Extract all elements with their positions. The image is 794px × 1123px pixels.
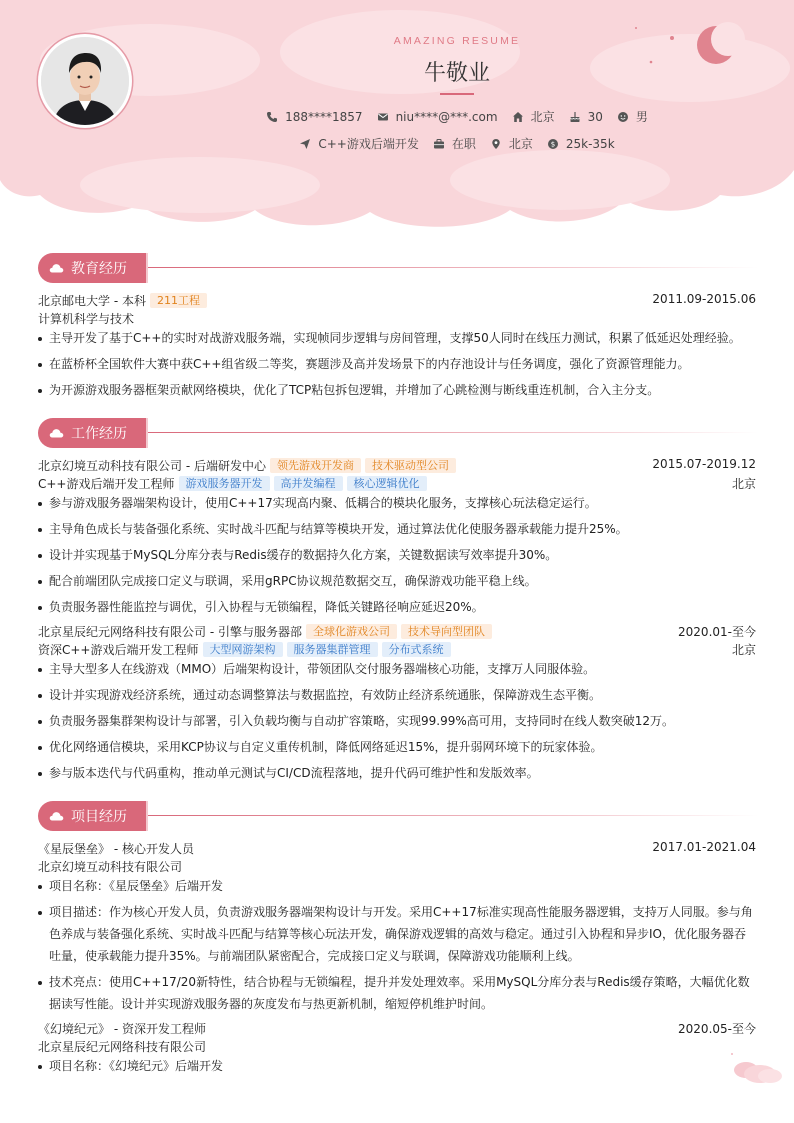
project-name-row xyxy=(38,1020,756,1037)
phone-text: 188****1857 xyxy=(285,109,363,124)
company-tag: 全球化游戏公司 xyxy=(306,624,397,639)
resume-subtitle: AMAZING RESUME xyxy=(393,35,521,47)
phone-item xyxy=(266,108,362,125)
salary-item xyxy=(547,135,615,152)
education-title: 教育经历 xyxy=(71,261,127,277)
section-divider xyxy=(148,267,758,268)
education-bullet: 主导开发了基于C++的实时对战游戏服务端，实现帧同步逻辑与房间管理，支撑50人同时在线压力测试，积累了低延迟处理经验。 xyxy=(38,327,756,349)
job-bullet: 设计并实现基于MySQL分库分表与Redis缓存的数据持久化方案，关键数据读写效率提升30%。 xyxy=(38,544,756,566)
education-bullet: 为开源游戏服务器框架贡献网络模块，优化了TCP粘包拆包逻辑，并增加了心跳检测与断线重连机制，合入主分支。 xyxy=(38,379,756,401)
job-company-row xyxy=(38,457,756,474)
job-bullet: 配合前端团队完成接口定义与联调，采用gRPC协议规范数据交互，确保游戏功能平稳上线。 xyxy=(38,570,756,592)
candidate-name: 牛敬业 xyxy=(423,61,490,86)
gender-text: 男 xyxy=(635,110,648,124)
gender-item xyxy=(617,108,648,125)
target-city-text: 北京 xyxy=(508,137,533,151)
email-item xyxy=(377,108,498,125)
role-tag: 高并发编程 xyxy=(274,476,343,491)
section-title-pill xyxy=(38,418,146,448)
project-name: 《幻境纪元》 - 资深开发工程师 xyxy=(38,1022,206,1036)
money-icon xyxy=(547,138,559,150)
project-bullet: 项目名称：《幻境纪元》后端开发 xyxy=(38,1055,756,1077)
school-name: 北京邮电大学 - 本科 xyxy=(38,294,146,308)
decorative-cloud-icon xyxy=(726,1050,786,1086)
role-tag: 服务器集群管理 xyxy=(287,642,378,657)
education-major: 计算机科学与技术 xyxy=(38,312,135,326)
age-item xyxy=(569,108,603,125)
salary-text: 25k-35k xyxy=(565,136,615,151)
company-tag: 技术导向型团队 xyxy=(401,624,492,639)
job-bullet: 优化网络通信模块，采用KCP协议与自定义重传机制，降低网络延迟15%，提升弱网环境下的玩家体验。 xyxy=(38,736,756,758)
age-text: 30 xyxy=(587,109,603,124)
smile-icon xyxy=(617,111,629,123)
section-title-pill xyxy=(38,801,146,831)
section-divider xyxy=(148,432,758,433)
role-tag: 大型网游架构 xyxy=(203,642,283,657)
project-company: 北京星辰纪元网络科技有限公司 xyxy=(38,1040,207,1054)
job-city: 北京 xyxy=(731,477,756,491)
status-item xyxy=(433,135,476,152)
job-bullet: 参与游戏服务器端架构设计，使用C++17实现高内聚、低耦合的模块化服务，支撑核心玩法稳定运行。 xyxy=(38,492,756,514)
project-bullet: 项目描述：作为核心开发人员，负责游戏服务器端架构设计与开发。采用C++17标准实现高性能服务器逻辑，支持万人同服。参与角色养成与装备强化系统、实时战斗匹配与结算等核心玩法开发，确保游戏逻辑的高效与稳定。通过引入协程和异步IO，优化服务器吞吐量，使承载能力提升35%。与前端团队紧密配合，完成接口定义与联调，保障游戏功能顺利上线。 xyxy=(38,901,756,967)
phone-icon xyxy=(266,111,278,123)
location-item xyxy=(512,108,555,125)
company-tag: 技术驱动型公司 xyxy=(365,458,456,473)
location-pin-icon xyxy=(490,138,502,150)
company-tag: 领先游戏开发商 xyxy=(270,458,361,473)
project-bullet: 项目名称：《星辰堡垒》后端开发 xyxy=(38,875,756,897)
education-school-row xyxy=(38,292,756,309)
job-role-row xyxy=(38,475,756,492)
project-name-row xyxy=(38,840,756,857)
job-bullet: 设计并实现游戏经济系统，通过动态调整算法与数据监控，有效防止经济系统通胀，保障游戏生态平衡。 xyxy=(38,684,756,706)
project-period: 2020.05-至今 xyxy=(678,1022,756,1036)
briefcase-icon xyxy=(433,138,445,150)
job-role: 资深C++游戏后端开发工程师 xyxy=(38,643,199,657)
cloud-icon xyxy=(49,428,64,438)
job-target-item xyxy=(299,135,419,152)
cloud-icon xyxy=(49,263,64,273)
section-divider xyxy=(148,815,758,816)
section-title-pill xyxy=(38,253,146,283)
home-icon xyxy=(512,111,524,123)
job-target-text: C++游戏后端开发 xyxy=(318,137,419,151)
role-tag: 分布式系统 xyxy=(382,642,451,657)
education-period: 2011.09-2015.06 xyxy=(652,292,756,306)
job-bullet: 负责服务器性能监控与调优，引入协程与无锁编程，降低关键路径响应延迟20%。 xyxy=(38,596,756,618)
project-bullet: 技术亮点：使用C++17/20新特性，结合协程与无锁编程，提升并发处理效率。采用MySQL分库分表与Redis缓存策略，大幅优化数据读写性能。设计并实现游戏服务器的灰度发布与热更新机制，缩短停机维护时间。 xyxy=(38,971,756,1015)
job-city: 北京 xyxy=(731,643,756,657)
company-name: 北京幻境互动科技有限公司 - 后端研发中心 xyxy=(38,459,266,473)
school-tag: 211工程 xyxy=(150,293,207,308)
job-role-row xyxy=(38,641,756,658)
education-bullet: 在蓝桥杯全国软件大赛中获C++组省级二等奖，赛题涉及高并发场景下的内存池设计与任务调度，强化了资源管理能力。 xyxy=(38,353,756,375)
job-period: 2015.07-2019.12 xyxy=(652,457,756,471)
email-icon xyxy=(377,111,389,123)
job-intent-row xyxy=(0,135,794,152)
job-bullet: 主导角色成长与装备强化系统、实时战斗匹配与结算等模块开发，通过算法优化使服务器承载能力提升25%。 xyxy=(38,518,756,540)
job-bullet: 主导大型多人在线游戏（MMO）后端架构设计，带领团队交付服务器端核心功能，支撑万人同服体验。 xyxy=(38,658,756,680)
role-tag: 游戏服务器开发 xyxy=(179,476,270,491)
company-name: 北京星辰纪元网络科技有限公司 - 引擎与服务器部 xyxy=(38,625,302,639)
projects-title: 项目经历 xyxy=(71,809,127,825)
name-divider xyxy=(440,93,474,95)
cake-icon xyxy=(569,111,581,123)
contact-row xyxy=(0,108,794,125)
target-city-item xyxy=(490,135,533,152)
status-text: 在职 xyxy=(451,137,476,151)
role-tag: 核心逻辑优化 xyxy=(347,476,427,491)
job-company-row xyxy=(38,623,756,640)
job-bullet: 参与版本迭代与代码重构，推动单元测试与CI/CD流程落地，提升代码可维护性和发版效率。 xyxy=(38,762,756,784)
email-text: niu****@***.com xyxy=(395,109,498,124)
project-period: 2017.01-2021.04 xyxy=(652,840,756,854)
job-period: 2020.01-至今 xyxy=(678,625,756,639)
send-icon xyxy=(299,138,311,150)
job-bullet: 负责服务器集群架构设计与部署，引入负载均衡与自动扩容策略，实现99.99%高可用，支持同时在线人数突破12万。 xyxy=(38,710,756,732)
svg-text:$: $ xyxy=(550,140,556,148)
job-role: C++游戏后端开发工程师 xyxy=(38,477,175,491)
cloud-icon xyxy=(49,811,64,821)
project-name: 《星辰堡垒》 - 核心开发人员 xyxy=(38,842,194,856)
work-title: 工作经历 xyxy=(71,426,127,442)
header-banner xyxy=(0,0,794,232)
project-company: 北京幻境互动科技有限公司 xyxy=(38,860,183,874)
location-text: 北京 xyxy=(530,110,555,124)
